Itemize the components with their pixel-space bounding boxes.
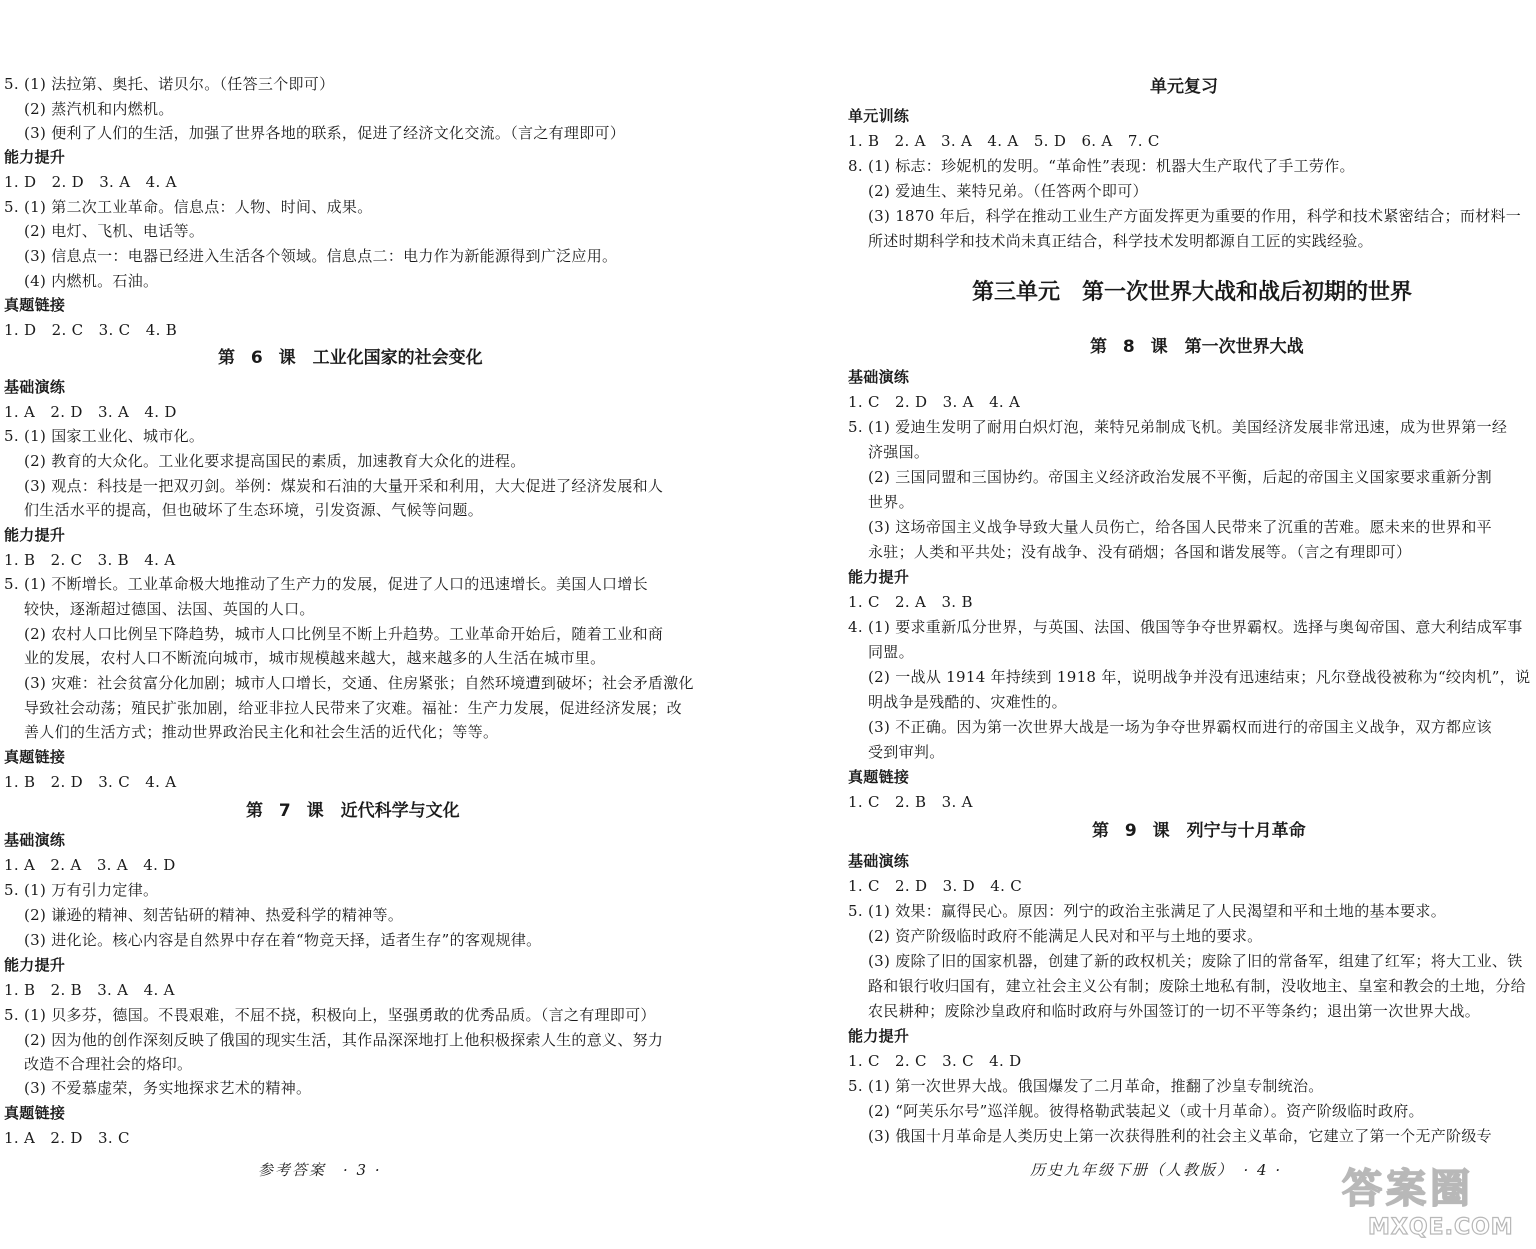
answer-line: 受到审判。 (868, 743, 945, 761)
answer-line: 5. (1) 不断增长。工业革命极大地推动了生产力的发展，促进了人口的迅速增长。美国人口增长 (4, 575, 648, 593)
answer-line: 1. B 2. B 3. A 4. A (4, 981, 175, 999)
answer-line: 济强国。 (868, 443, 930, 461)
section-heading-ability: 能力提升 (4, 956, 66, 974)
lesson-title: 第 8 课 第一次世界大战 (1090, 337, 1304, 357)
answer-line: (3) 便利了人们的生活，加强了世界各地的联系，促进了经济文化交流。（言之有理即可） (24, 124, 626, 142)
watermark-icon (1338, 1158, 1524, 1240)
answer-line: (4) 内燃机。石油。 (24, 272, 159, 290)
answer-line: 5. (1) 爱迪生发明了耐用白炽灯泡，莱特兄弟制成飞机。美国经济发展非常迅速，成为世界第一经 (848, 418, 1508, 436)
answer-line: 1. C 2. D 3. A 4. A (848, 393, 1021, 411)
answer-line: (2) 教育的大众化。工业化要求提高国民的素质，加速教育大众化的进程。 (24, 452, 526, 470)
answer-line: (3) 灾难：社会贫富分化加剧；城市人口增长，交通、住房紧张；自然环境遭到破坏；社会矛盾激化 (24, 674, 694, 692)
answer-line: (2) 电灯、飞机、电话等。 (24, 222, 205, 240)
answer-line: (2) 蒸汽机和内燃机。 (24, 100, 174, 118)
answer-line: 5. (1) 法拉第、奥托、诺贝尔。（任答三个即可） (4, 75, 335, 93)
answer-line: 善人们的生活方式；推动世界政治民主化和社会生活的近代化；等等。 (24, 723, 499, 741)
answer-line: (2) 三国同盟和三国协约。帝国主义经济政治发展不平衡，后起的帝国主义国家要求重新分割 (868, 468, 1492, 486)
answer-line: 改造不合理社会的烙印。 (24, 1055, 193, 1073)
answer-line: 1. D 2. D 3. A 4. A (4, 173, 177, 191)
answer-line: 导致社会动荡；殖民扩张加剧，给亚非拉人民带来了灾难。福祉：生产力发展，促进经济发展；改 (24, 699, 682, 717)
answer-line: (2) 因为他的创作深刻反映了俄国的现实生活，其作品深深地打上他积极探索人生的意义、努力 (24, 1031, 664, 1049)
answer-line: 5. (1) 第二次工业革命。信息点：人物、时间、成果。 (4, 198, 373, 216)
answer-line: (3) 这场帝国主义战争导致大量人员伤亡，给各国人民带来了沉重的苦难。愿未来的世界和平 (868, 518, 1492, 536)
answer-line: (2) 农村人口比例呈下降趋势，城市人口比例呈不断上升趋势。工业革命开始后，随着工业和商 (24, 625, 664, 643)
section-heading-basic: 基础演练 (4, 378, 66, 396)
answer-line: (2) 一战从 1914 年持续到 1918 年，说明战争并没有迅速结束；凡尔登战役被称为“绞肉机”，说 (868, 668, 1531, 686)
section-heading-real: 真题链接 (4, 1104, 66, 1122)
watermark-logo (1338, 1158, 1524, 1240)
lesson-title: 第 7 课 近代科学与文化 (246, 801, 460, 821)
answer-line: 1. C 2. B 3. A (848, 793, 973, 811)
answer-line: (3) 不正确。因为第一次世界大战是一场为争夺世界霸权而进行的帝国主义战争，双方都应该 (868, 718, 1492, 736)
answer-line: (2) 资产阶级临时政府不能满足人民对和平与土地的要求。 (868, 927, 1263, 945)
answer-line: 同盟。 (868, 643, 914, 661)
answer-line: 5. (1) 第一次世界大战。俄国爆发了二月革命，推翻了沙皇专制统治。 (848, 1077, 1324, 1095)
answer-line: 明战争是残酷的、灾难性的。 (868, 693, 1067, 711)
answer-line: (3) 信息点一：电器已经进入生活各个领域。信息点二：电力作为新能源得到广泛应用。 (24, 247, 618, 265)
answer-line: 业的发展，农村人口不断流向城市，城市规模越来越大，越来越多的人生活在城市里。 (24, 649, 606, 667)
answer-line: 5. (1) 贝多芬，德国。不畏艰难，不屈不挠，积极向上，坚强勇敢的优秀品质。（言之有理即可） (4, 1006, 656, 1024)
answer-line: 1. A 2. D 3. C (4, 1129, 130, 1147)
unit-title: 第三单元 第一次世界大战和战后初期的世界 (972, 279, 1413, 305)
answer-line: (2) “阿芙乐尔号”巡洋舰。彼得格勒武装起义（或十月革命）。资产阶级临时政府。 (868, 1102, 1424, 1120)
watermark-small-text: MXQE.COM (1368, 1215, 1514, 1240)
answer-line: (3) 不爱慕虚荣，务实地探求艺术的精神。 (24, 1079, 312, 1097)
watermark-big-text: 答案圈 (1342, 1166, 1474, 1212)
answer-line: 较快，逐渐超过德国、法国、英国的人口。 (24, 600, 315, 618)
section-heading-ability: 能力提升 (4, 526, 66, 544)
section-heading-basic: 基础演练 (4, 831, 66, 849)
answer-line: 5. (1) 万有引力定律。 (4, 881, 159, 899)
answer-line: 1. C 2. A 3. B (848, 593, 973, 611)
answer-line: 们生活水平的提高，但也破坏了生态环境，引发资源、气候等问题。 (24, 501, 484, 519)
answer-line: 5. (1) 效果：赢得民心。原因：列宁的政治主张满足了人民渴望和平和土地的基本要求。 (848, 902, 1446, 920)
answer-line: (3) 1870 年后，科学在推动工业生产方面发挥更为重要的作用，科学和技术紧密结合；而材料一 (868, 207, 1522, 225)
section-heading-ability: 能力提升 (848, 1027, 910, 1045)
answer-line: (2) 爱迪生、莱特兄弟。（任答两个即可） (868, 182, 1148, 200)
answer-line: (2) 谦逊的精神、刻苦钻研的精神、热爱科学的精神等。 (24, 906, 404, 924)
answer-line: 1. B 2. D 3. C 4. A (4, 773, 177, 791)
answer-line: 1. A 2. D 3. A 4. D (4, 403, 177, 421)
answer-line: (3) 俄国十月革命是人类历史上第一次获得胜利的社会主义革命，它建立了第一个无产阶级专 (868, 1127, 1492, 1145)
section-heading-real: 真题链接 (848, 768, 910, 786)
section-heading-real: 真题链接 (4, 748, 66, 766)
answer-line: 世界。 (868, 493, 914, 511)
section-heading-real: 真题链接 (4, 296, 66, 314)
answer-line: 路和银行收归国有，建立社会主义公有制；废除土地私有制，没收地主、皇室和教会的土地，分给 (868, 977, 1526, 995)
section-title: 单元复习 (1150, 77, 1218, 97)
answer-line: (3) 废除了旧的国家机器，创建了新的政权机关；废除了旧的常备军，组建了红军；将大工业、铁 (868, 952, 1523, 970)
answer-line: 所述时期科学和技术尚未真正结合，科学技术发明都源自工匠的实践经验。 (868, 232, 1373, 250)
section-heading-ability: 能力提升 (848, 568, 910, 586)
answer-line: (3) 观点：科技是一把双刃剑。举例：煤炭和石油的大量开采和利用，大大促进了经济发展和人 (24, 477, 664, 495)
section-heading-train: 单元训练 (848, 107, 910, 125)
section-heading-basic: 基础演练 (848, 852, 910, 870)
answer-line: 1. C 2. D 3. D 4. C (848, 877, 1023, 895)
section-heading-basic: 基础演练 (848, 368, 910, 386)
answer-line: 8. (1) 标志：珍妮机的发明。“革命性”表现：机器大生产取代了手工劳作。 (848, 157, 1355, 175)
page-footer: 历史九年级下册（人教版） · 4 · (1030, 1161, 1283, 1179)
answer-line: (3) 进化论。核心内容是自然界中存在着“物竞天择，适者生存”的客观规律。 (24, 931, 542, 949)
lesson-title: 第 6 课 工业化国家的社会变化 (218, 348, 483, 368)
answer-line: 1. D 2. C 3. C 4. B (4, 321, 178, 339)
answer-line: 5. (1) 国家工业化、城市化。 (4, 427, 205, 445)
answer-line: 农民耕种；废除沙皇政府和临时政府与外国签订的一切不平等条约；退出第一次世界大战。 (868, 1002, 1481, 1020)
answer-line: 1. B 2. C 3. B 4. A (4, 551, 176, 569)
answer-line: 1. B 2. A 3. A 4. A 5. D 6. A 7. C (848, 132, 1160, 150)
left-page (0, 0, 730, 1249)
answer-line: 4. (1) 要求重新瓜分世界，与英国、法国、俄国等争夺世界霸权。选择与奥匈帝国、意大利结成军事 (848, 618, 1523, 636)
lesson-title: 第 9 课 列宁与十月革命 (1092, 821, 1306, 841)
answer-line: 1. A 2. A 3. A 4. D (4, 856, 176, 874)
right-page (838, 0, 1536, 1249)
answer-line: 永驻；人类和平共处；没有战争、没有硝烟；各国和谐发展等。（言之有理即可） (868, 543, 1412, 561)
section-heading-ability: 能力提升 (4, 148, 66, 166)
answer-line: 1. C 2. C 3. C 4. D (848, 1052, 1022, 1070)
page-footer: 参考答案 · 3 · (258, 1161, 382, 1179)
